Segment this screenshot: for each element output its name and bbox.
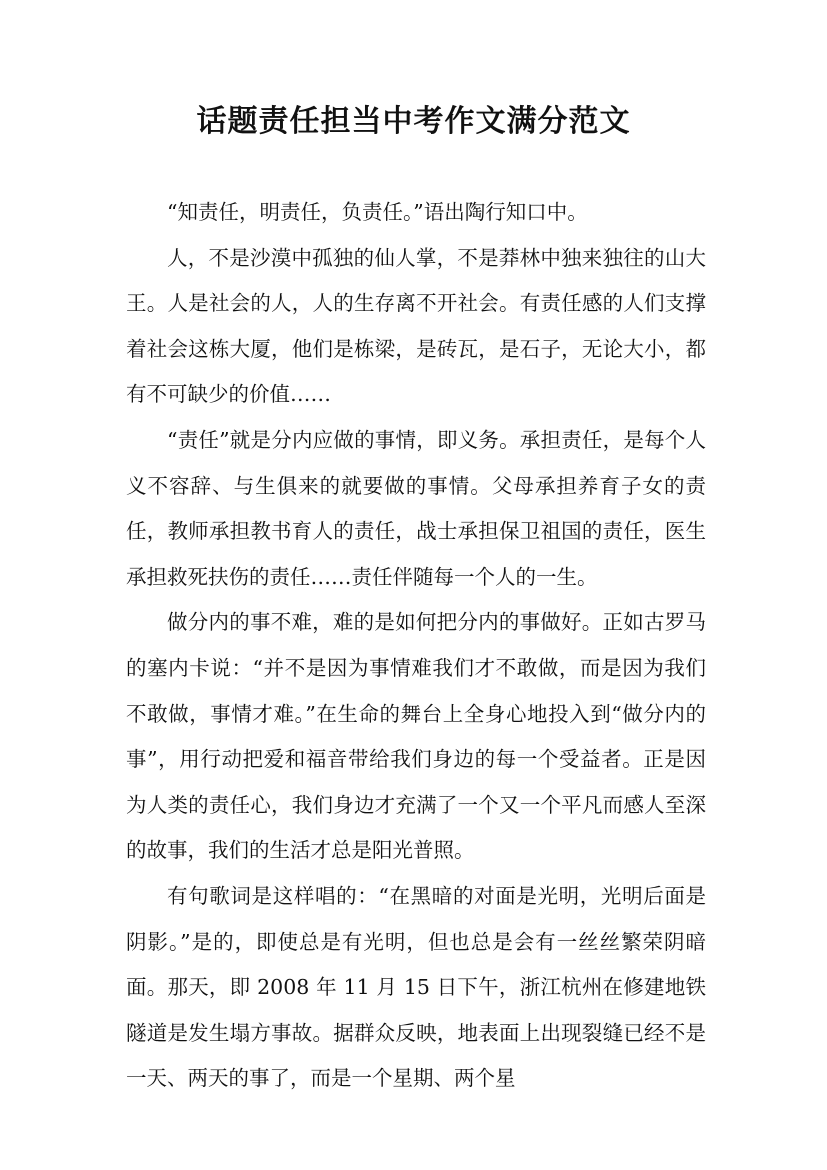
document-title: 话题责任担当中考作文满分范文 xyxy=(196,104,631,139)
paragraph-3: “责任”就是分内应做的事情，即义务。承担责任，是每个人义不容辞、与生俱来的就要做的事情。父母承担养育子女的责任，教师承担教书育人的责任，战士承担保卫祖国的责任，医生承担救死扶伤的责任……责任伴随每一个人的一生。 xyxy=(126,427,706,589)
paragraph-5: 有句歌词是这样唱的：“在黑暗的对面是光明，光明后面是阴影。”是的，即使总是有光明，但也总是会有一丝丝繁荣阴暗面。那天，即 2008 年 11 月 15 日下午，浙江杭州在修建地铁隧道是发生塌方事故。据群众反映，地表面上出现裂缝已经不是一天、两天的事了，而是一个星期、两个星 xyxy=(126,883,706,1091)
paragraph-4: 做分内的事不难，难的是如何把分内的事做好。正如古罗马的塞内卡说：“并不是因为事情难我们才不敢做，而是因为我们不敢做，事情才难。”在生命的舞台上全身心地投入到“做分内的事”，用行动把爱和福音带给我们身边的每一个受益者。正是因为人类的责任心，我们身边才充满了一个又一个平凡而感人至深的故事，我们的生活才总是阳光普照。 xyxy=(126,610,706,863)
paragraph-1: “知责任，明责任，负责任。”语出陶行知口中。 xyxy=(167,200,588,224)
paragraph-2: 人，不是沙漠中孤独的仙人掌，不是莽林中独来独往的山大王。人是社会的人，人的生存离不开社会。有责任感的人们支撑着社会这栋大厦，他们是栋梁，是砖瓦，是石子，无论大小，都有不可缺少的价值…… xyxy=(126,245,706,407)
document-body xyxy=(126,190,706,1102)
